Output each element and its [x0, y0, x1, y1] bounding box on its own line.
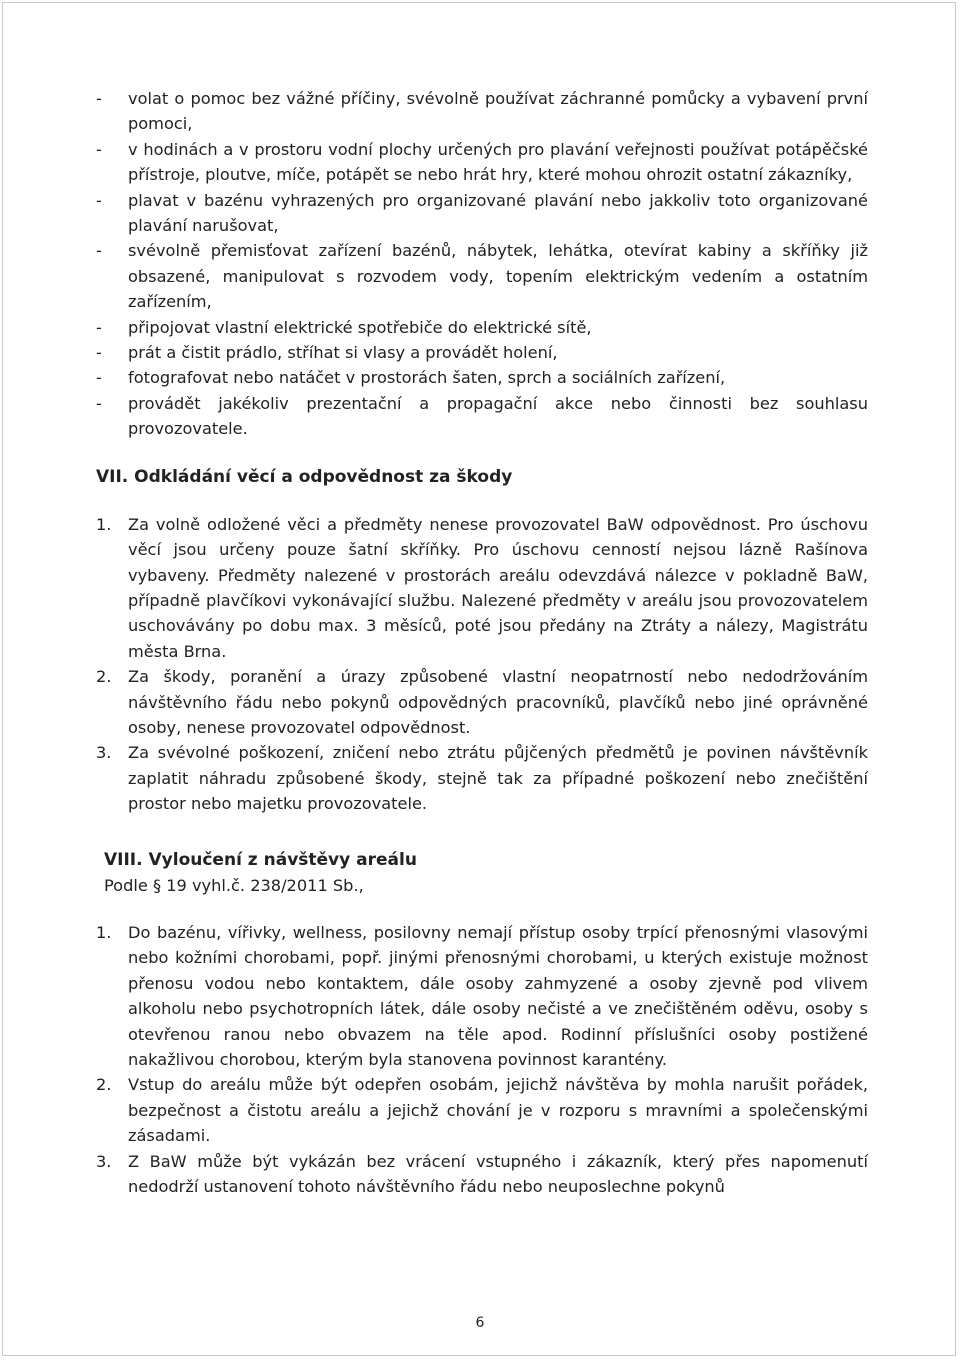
list-item — [96, 340, 868, 365]
list-item-text: Za volně odložené věci a předměty nenese provozovatel BaW odpovědnost. Pro úschovu věcí jsou určeny pouze šatní skříňky. Pro úschovu cenností nejsou lázně Rašínova vybaveny. Předměty nalezené v prostorách areálu odevzdává nálezce v pokladně BaW, případně plavčíkovi vykonávající službu. Nalezené předměty v areálu jsou provozovatelem uschovávány po dobu max. 3 měsíců, poté jsou předány na Ztráty a nálezy, Magistrátu města Brna. — [128, 514, 868, 661]
section-heading-vii: VII. Odkládání věcí a odpovědnost za škody — [96, 466, 513, 487]
bullet-marker: - — [96, 393, 102, 413]
list-item — [96, 365, 868, 390]
list-item — [96, 740, 868, 816]
list-item-text: volat o pomoc bez vážné příčiny, svévolně používat záchranné pomůcky a vybavení první pomoci, — [128, 89, 868, 134]
list-item — [96, 664, 868, 740]
list-number: 3. — [96, 1151, 112, 1171]
numbered-list-viii — [96, 920, 868, 1199]
list-item-text: připojovat vlastní elektrické spotřebiče do elektrické sítě, — [128, 317, 592, 337]
section-heading-viii: VIII. Vyloučení z návštěvy areálu — [104, 849, 417, 870]
bullet-marker: - — [96, 89, 102, 108]
list-number: 2. — [96, 667, 112, 687]
list-item-text: svévolně přemisťovat zařízení bazénů, nábytek, lehátka, otevírat kabiny a skříňky již obsazené, manipulovat s rozvodem vody, topením elektrickým vedením a ostatním zařízením, — [128, 241, 868, 312]
list-number: 1. — [96, 922, 112, 942]
list-item — [96, 1149, 868, 1200]
list-item — [96, 1072, 868, 1148]
numbered-list-vii — [96, 512, 868, 817]
list-item-text: Do bazénu, vířivky, wellness, posilovny nemají přístup osoby trpící přenosnými vlasovými nebo kožními chorobami, popř. jinými přenosnými chorobami, u kterých existuje možnost přenosu vodou nebo kontaktem, dále osoby zahmyzené a osoby zjevně pod vlivem alkoholu nebo psychotropních látek, dále osoby nečisté a ve znečištěném oděvu, osoby s otevřenou ranou nebo obvazem na těle apod. Rodinní příslušníci osoby postižené nakažlivou chorobou, kterým byla stanovena povinnost karantény. — [128, 922, 868, 1069]
list-item — [96, 86, 868, 137]
bullet-marker: - — [96, 190, 102, 210]
list-item-text: Vstup do areálu může být odepřen osobám, jejichž návštěva by mohla narušit pořádek, bezpečnost a čistotu areálu a jejichž chování je v rozporu s mravními a společenskými zásadami. — [128, 1075, 868, 1146]
bullet-marker: - — [96, 241, 102, 261]
list-item — [96, 315, 868, 340]
list-number: 3. — [96, 743, 112, 763]
list-item-text: v hodinách a v prostoru vodní plochy určených pro plavání veřejnosti používat potápěčské přístroje, ploutve, míče, potápět se nebo hrát hry, které mohou ohrozit ostatní zákazníky, — [128, 139, 868, 185]
list-item — [96, 391, 868, 442]
bullet-marker: - — [96, 343, 102, 363]
page-number: 6 — [475, 1315, 485, 1331]
bullet-marker: - — [96, 139, 102, 159]
bullet-marker: - — [96, 368, 102, 388]
list-item-text: Za škody, poranění a úrazy způsobené vlastní neopatrností nebo nedodržováním návštěvního řádu nebo pokynů odpovědných pracovníků, plavčíků nebo jiné oprávněné osoby, nenese provozovatel odpovědnost. — [128, 667, 868, 737]
list-item-text: Z BaW může být vykázán bez vrácení vstupného i zákazník, který přes napomenutí nedodrží ustanovení tohoto návštěvního řádu nebo neuposlechne pokynů — [128, 1151, 868, 1197]
bullet-list — [96, 86, 868, 442]
list-number: 1. — [96, 514, 112, 534]
list-item-text: provádět jakékoliv prezentační a propagační akce nebo činnosti bez souhlasu provozovatele. — [128, 393, 868, 439]
section-subheading-viii: Podle § 19 vyhl.č. 238/2011 Sb., — [104, 875, 364, 895]
list-item — [96, 920, 868, 1072]
list-item — [96, 238, 868, 314]
list-item — [96, 188, 868, 239]
list-item — [96, 137, 868, 188]
list-number: 2. — [96, 1075, 112, 1095]
bullet-marker: - — [96, 317, 102, 337]
document-body — [96, 86, 868, 1199]
list-item-text: Za svévolné poškození, zničení nebo ztrátu půjčených předmětů je povinen návštěvník zaplatit náhradu způsobené škody, stejně tak za případné poškození nebo znečištění prostor nebo majetku provozovatele. — [128, 743, 868, 814]
list-item-text: fotografovat nebo natáčet v prostorách šaten, sprch a sociálních zařízení, — [128, 368, 726, 388]
list-item-text: prát a čistit prádlo, stříhat si vlasy a provádět holení, — [128, 343, 558, 363]
list-item — [96, 512, 868, 664]
list-item-text: plavat v bazénu vyhrazených pro organizované plavání nebo jakkoliv toto organizované plavání narušovat, — [128, 190, 868, 236]
